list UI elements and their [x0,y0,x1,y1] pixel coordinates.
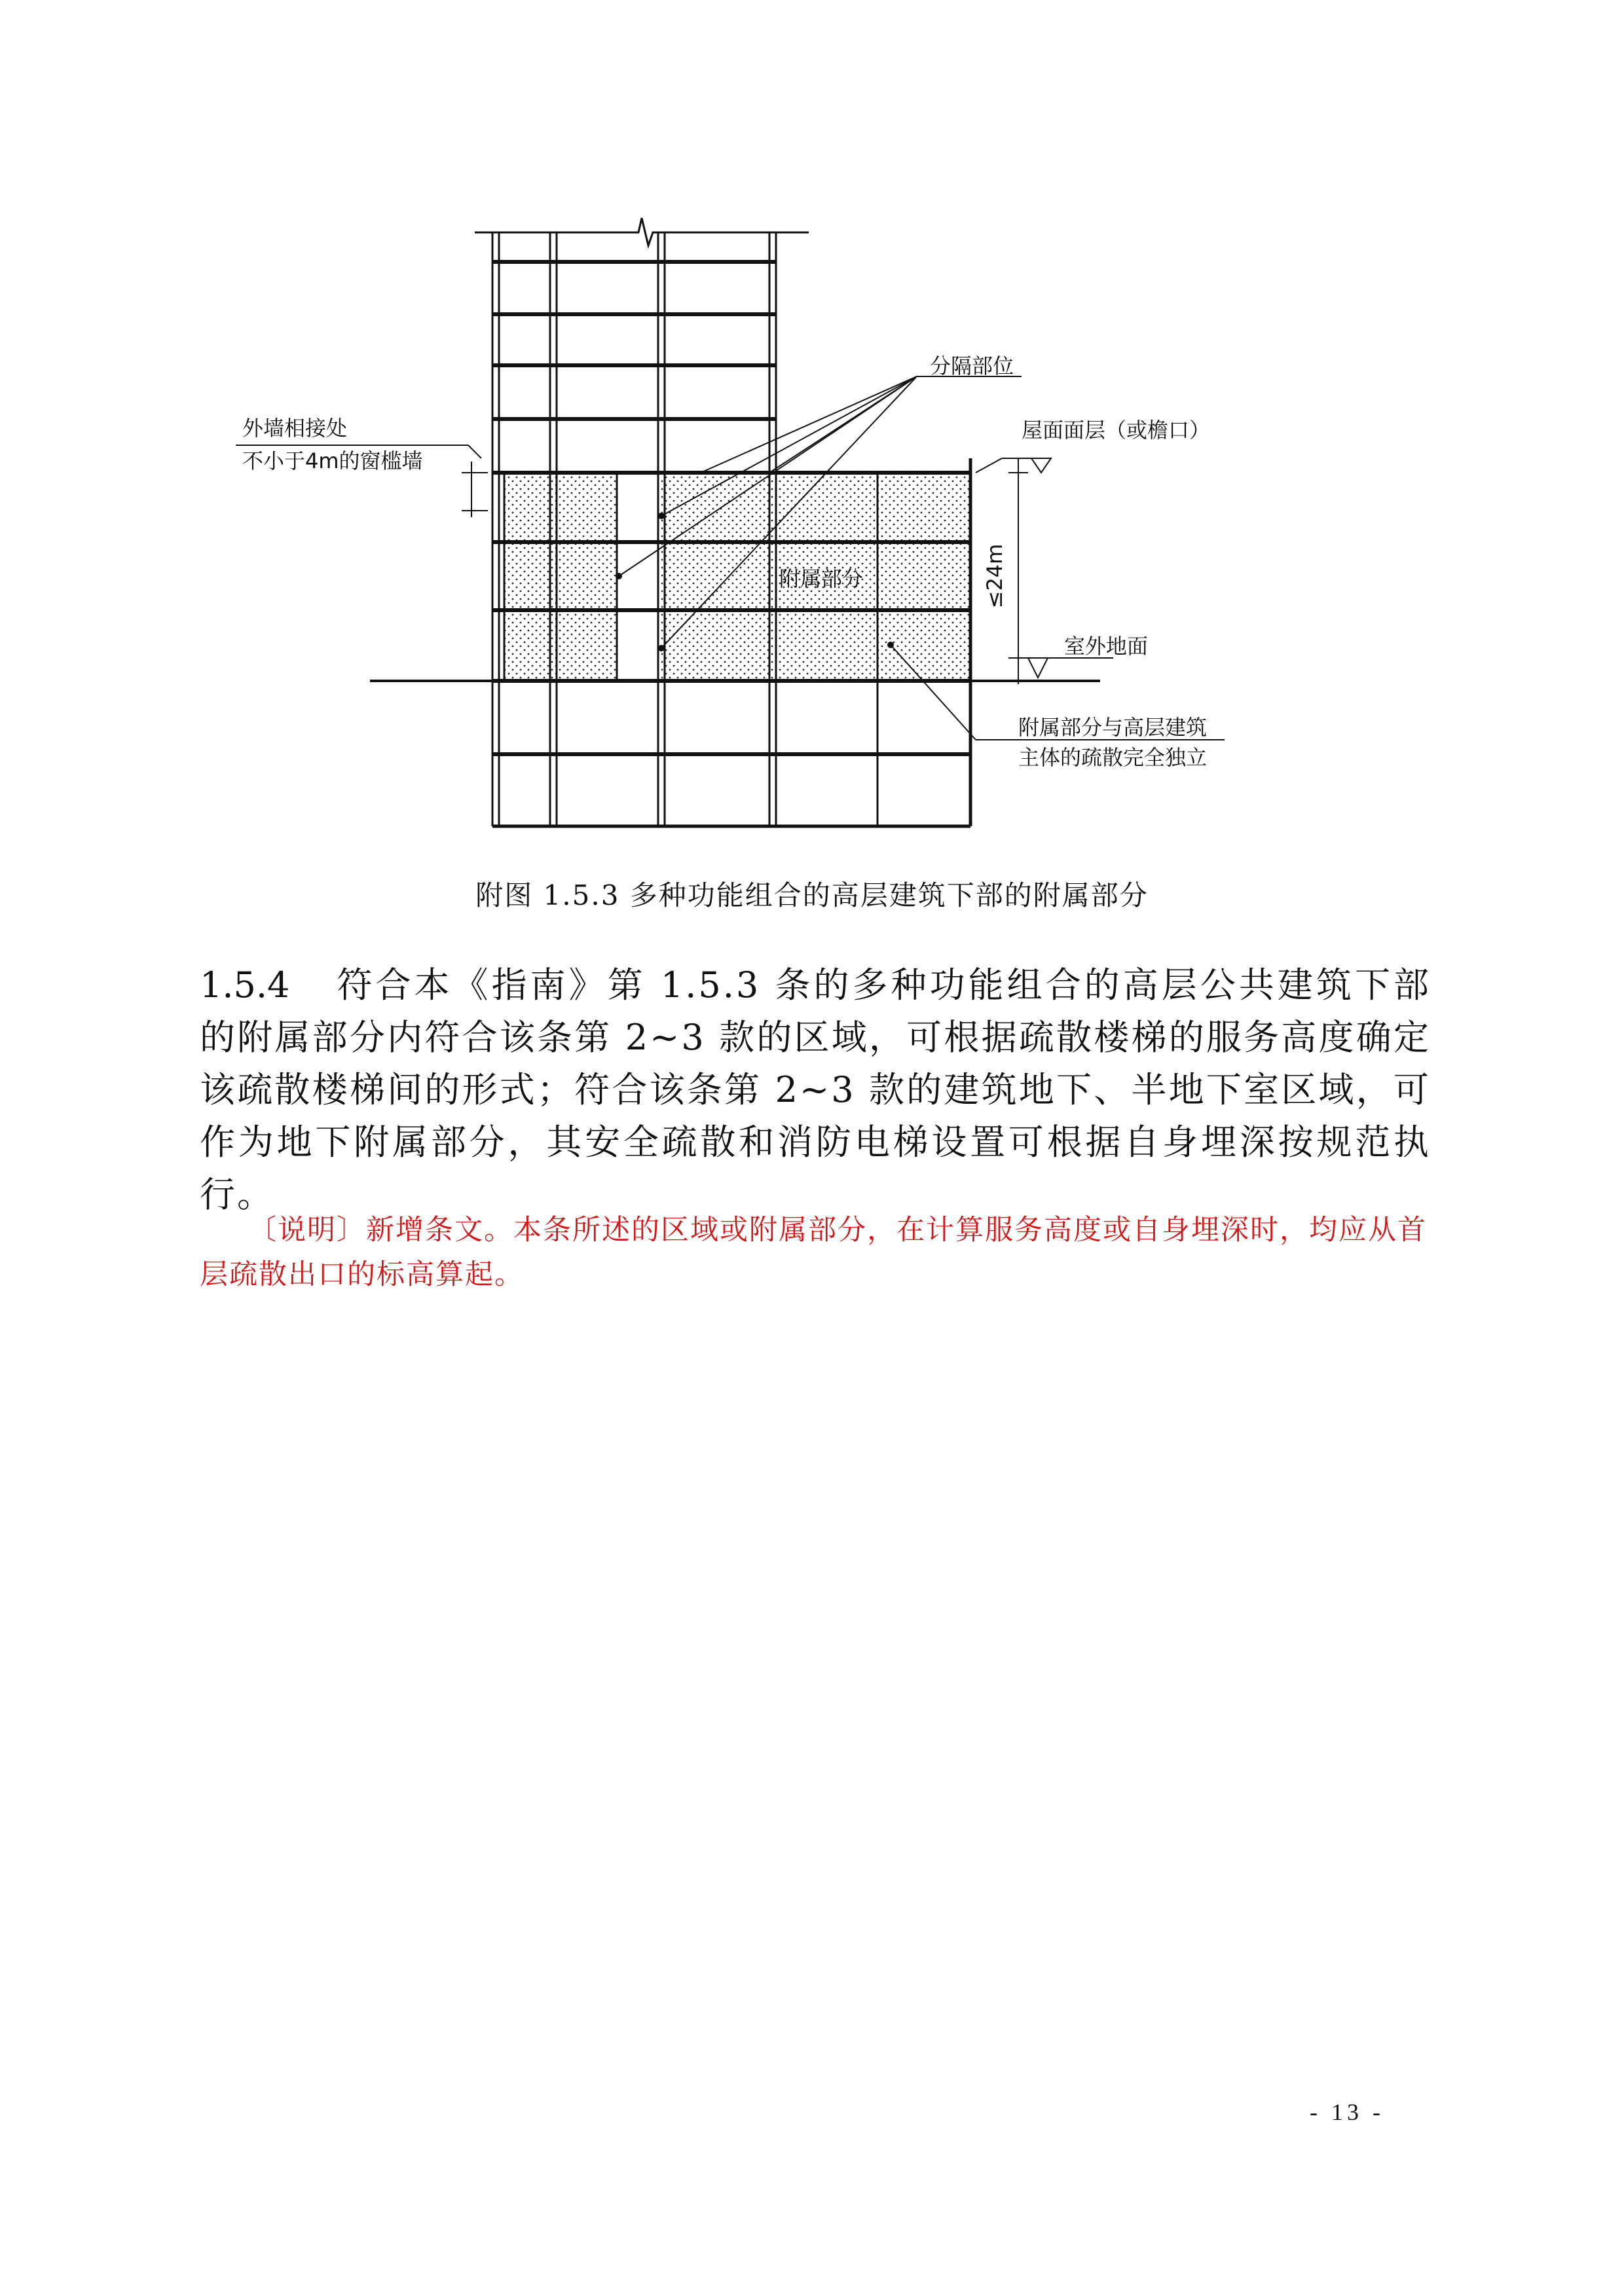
ground-level-marker [1028,658,1048,678]
label-separation: 分隔部位 [930,354,1014,378]
figure-caption: 附图 1.5.3 多种功能组合的高层建筑下部的附属部分 [475,879,1149,911]
explanation-note [200,1208,1431,1297]
label-independent-2: 主体的疏散完全独立 [1018,745,1208,770]
tower-break-line [475,218,809,246]
building-section-figure [0,0,1624,864]
page-number: - 13 - [1310,2099,1384,2125]
label-outer-wall-2: 不小于4m的窗槛墙 [242,448,423,473]
clause-text: 符合本《指南》第 1.5.3 条的多种功能组合的高层公共建筑下部的附属部分内符合该条第 2~3 款的区域，可根据疏散楼梯的服务高度确定该疏散楼梯间的形式；符合该条第 2~3 款的建筑地下、半地下室区域，可作为地下附属部分，其安全疏散和消防电梯设置可根据自身埋深按规范执行。 [200,964,1431,1215]
clause-paragraph [200,959,1431,1221]
label-height-limit: ≤24m [982,543,1007,609]
note-label: 〔说明〕 [248,1214,366,1247]
label-independent-1: 附属部分与高层建筑 [1018,715,1208,740]
clause-number: 1.5.4 [200,964,290,1006]
label-roof-layer: 屋面面层（或檐口） [1022,418,1211,443]
label-annex-part: 附属部分 [779,566,864,591]
roof-level-marker [1031,458,1051,473]
annex-hatched-area [504,473,969,681]
label-outdoor-ground: 室外地面 [1064,634,1149,659]
label-outer-wall-1: 外墙相接处 [242,416,348,441]
note-text: 新增条文。本条所述的区域或附属部分，在计算服务高度或自身埋深时，均应从首层疏散出口的标高算起。 [200,1214,1427,1291]
